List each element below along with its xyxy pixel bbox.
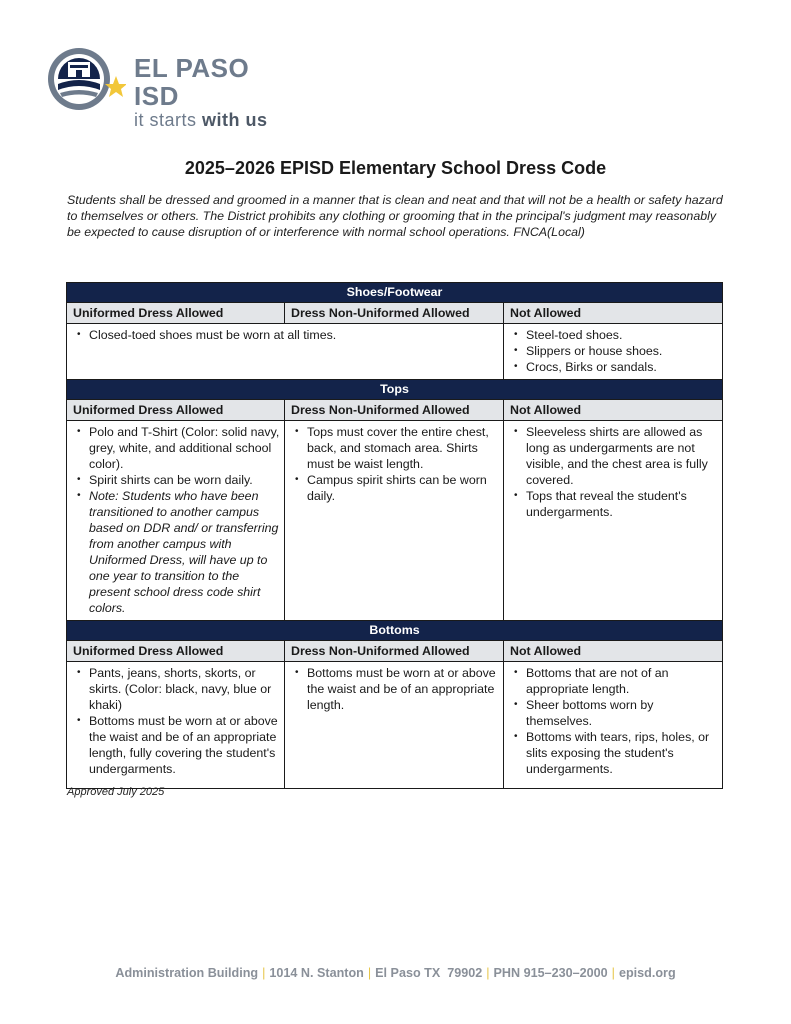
list-item: • Steel-toed shoes. (526, 327, 718, 343)
list-item: • Tops that reveal the student's undergarments. (526, 488, 718, 520)
list-item: • Note: Students who have been transitioned to another campus based on DDR and/ or transferring from another campus with Uniformed Dress, will have up to one year to transition to the present school dress code shirt colors. (89, 488, 280, 616)
intro-paragraph: Students shall be dressed and groomed in a manner that is clean and neat and that will not be a health or safety hazard to themselves or others. The District prohibits any clothing or grooming that in the principal's judgment may reasonably be expected to cause disruption of or interference with normal school operations. FNCA(Local) (67, 193, 723, 239)
list-item: • Bottoms that are not of an appropriate length. (526, 665, 718, 697)
district-tagline: it starts with us (134, 110, 268, 130)
approval-note: Approved July 2025 (67, 786, 165, 798)
bullet-list (67, 662, 284, 781)
list-item: • Campus spirit shirts can be worn daily. (307, 472, 499, 504)
bullet-list (67, 324, 503, 347)
column-headers-bottoms: Uniformed Dress Allowed Dress Non-Uniformed Allowed Not Allowed (67, 641, 723, 662)
list-item: • Closed-toed shoes must be worn at all times. (89, 327, 499, 343)
footer-contact: Administration Building | 1014 N. Stanton | El Paso TX 79902 | PHN 915–230–2000 | episd.org (115, 966, 676, 980)
tops-row (67, 421, 723, 621)
footer-address: 1014 N. Stanton (269, 966, 364, 980)
list-item: • Bottoms must be worn at or above the waist and be of an appropriate length, fully covering the student's undergarments. (89, 713, 280, 777)
shoes-row (67, 324, 723, 380)
list-item: • Spirit shirts can be worn daily. (89, 472, 280, 488)
list-item: • Crocs, Birks or sandals. (526, 359, 718, 375)
page-title: 2025–2026 EPISD Elementary School Dress Code (184, 158, 607, 178)
list-item: • Sheer bottoms worn by themselves. (526, 697, 718, 729)
footer-phone: PHN 915–230–2000 (493, 966, 608, 980)
bullet-list (504, 421, 722, 524)
bullet-list (285, 662, 503, 717)
list-item: • Polo and T-Shirt (Color: solid navy, grey, white, and additional school color). (89, 424, 280, 472)
list-item: • Sleeveless shirts are allowed as long as undergarments are not visible, and the chest area is fully covered. (526, 424, 718, 488)
district-logo (46, 46, 296, 130)
footer-building: Administration Building (115, 966, 259, 980)
bullet-list (67, 421, 284, 620)
district-name: EL PASO ISD (134, 53, 250, 111)
list-item: • Tops must cover the entire chest, back, and stomach area. Shirts must be waist length. (307, 424, 499, 472)
bottoms-row (67, 662, 723, 789)
district-seal-icon (46, 46, 126, 112)
list-item: • Pants, jeans, shorts, skorts, or skirts. (Color: black, navy, blue or khaki) (89, 665, 280, 713)
bullet-list (504, 662, 722, 781)
footer-city: El Paso TX 79902 (375, 966, 483, 980)
section-header-shoes: Shoes/Footwear (67, 283, 723, 303)
bullet-list (285, 421, 503, 508)
footer-website[interactable]: episd.org (618, 966, 676, 980)
dress-code-table (66, 282, 723, 789)
list-item: • Slippers or house shoes. (526, 343, 718, 359)
section-header-tops: Tops (67, 380, 723, 400)
column-headers-shoes: Uniformed Dress Allowed Dress Non-Uniformed Allowed Not Allowed (67, 303, 723, 324)
list-item: • Bottoms with tears, rips, holes, or slits exposing the student's undergarments. (526, 729, 718, 777)
section-header-bottoms: Bottoms (67, 621, 723, 641)
bullet-list (504, 324, 722, 379)
list-item: • Bottoms must be worn at or above the waist and be of an appropriate length. (307, 665, 499, 713)
column-headers-tops: Uniformed Dress Allowed Dress Non-Uniformed Allowed Not Allowed (67, 400, 723, 421)
